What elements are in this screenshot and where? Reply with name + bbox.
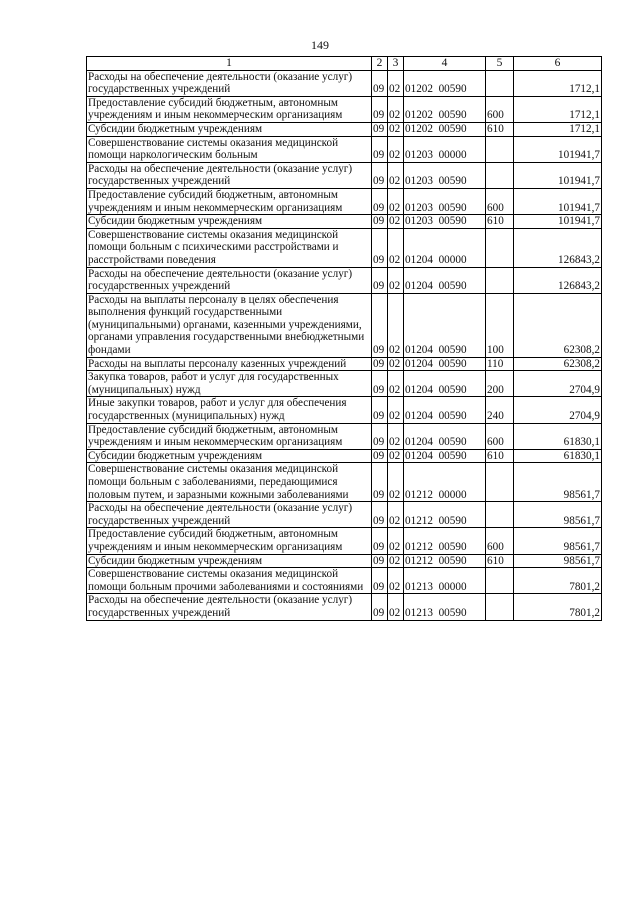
row-target-article: 01213 00000 xyxy=(404,568,486,594)
row-section: 09 xyxy=(372,162,388,188)
table-row xyxy=(87,188,602,214)
row-name: Совершенствование системы оказания медицинской помощи больным с заболеваниями, передающимися половым путем, и заразными кожными заболеваниями xyxy=(87,463,372,502)
row-expense-type: 600 xyxy=(486,96,514,122)
row-section: 09 xyxy=(372,502,388,528)
row-subsection: 02 xyxy=(388,70,404,96)
row-subsection: 02 xyxy=(388,568,404,594)
row-subsection: 02 xyxy=(388,371,404,397)
row-name: Расходы на обеспечение деятельности (оказание услуг) государственных учреждений xyxy=(87,267,372,293)
row-expense-type xyxy=(486,267,514,293)
row-subsection: 02 xyxy=(388,162,404,188)
row-section: 09 xyxy=(372,96,388,122)
table-row xyxy=(87,502,602,528)
row-expense-type xyxy=(486,162,514,188)
row-expense-type xyxy=(486,502,514,528)
header-col-1: 1 xyxy=(87,57,372,71)
row-target-article: 01202 00590 xyxy=(404,122,486,136)
table-row xyxy=(87,449,602,463)
row-amount: 1712,1 xyxy=(514,96,602,122)
row-target-article: 01212 00590 xyxy=(404,502,486,528)
row-subsection: 02 xyxy=(388,136,404,162)
row-name: Совершенствование системы оказания медицинской помощи наркологическим больным xyxy=(87,136,372,162)
row-target-article: 01203 00000 xyxy=(404,136,486,162)
row-expense-type: 600 xyxy=(486,423,514,449)
row-expense-type: 110 xyxy=(486,357,514,371)
row-section: 09 xyxy=(372,228,388,267)
row-name: Расходы на выплаты персоналу казенных учреждений xyxy=(87,357,372,371)
table-row xyxy=(87,594,602,620)
row-target-article: 01212 00590 xyxy=(404,554,486,568)
row-name: Субсидии бюджетным учреждениям xyxy=(87,554,372,568)
row-section: 09 xyxy=(372,528,388,554)
row-name: Предоставление субсидий бюджетным, автономным учреждениям и иным некоммерческим организациям xyxy=(87,188,372,214)
row-subsection: 02 xyxy=(388,215,404,229)
row-amount: 2704,9 xyxy=(514,397,602,423)
table-row xyxy=(87,228,602,267)
row-amount: 2704,9 xyxy=(514,371,602,397)
row-subsection: 02 xyxy=(388,594,404,620)
row-target-article: 01204 00590 xyxy=(404,449,486,463)
row-target-article: 01204 00590 xyxy=(404,397,486,423)
row-amount: 7801,2 xyxy=(514,594,602,620)
row-name: Иные закупки товаров, работ и услуг для обеспечения государственных (муниципальных) нужд xyxy=(87,397,372,423)
row-target-article: 01204 00590 xyxy=(404,357,486,371)
table-row xyxy=(87,162,602,188)
row-expense-type xyxy=(486,463,514,502)
row-expense-type xyxy=(486,228,514,267)
row-section: 09 xyxy=(372,188,388,214)
row-subsection: 02 xyxy=(388,228,404,267)
row-target-article: 01202 00590 xyxy=(404,96,486,122)
table-row xyxy=(87,423,602,449)
table-row xyxy=(87,568,602,594)
row-name: Расходы на обеспечение деятельности (оказание услуг) государственных учреждений xyxy=(87,594,372,620)
row-target-article: 01202 00590 xyxy=(404,70,486,96)
table-row xyxy=(87,397,602,423)
row-amount: 62308,2 xyxy=(514,357,602,371)
row-section: 09 xyxy=(372,568,388,594)
row-name: Предоставление субсидий бюджетным, автономным учреждениям и иным некоммерческим организациям xyxy=(87,96,372,122)
table-row xyxy=(87,528,602,554)
row-name: Субсидии бюджетным учреждениям xyxy=(87,122,372,136)
row-name: Расходы на обеспечение деятельности (оказание услуг) государственных учреждений xyxy=(87,162,372,188)
row-section: 09 xyxy=(372,449,388,463)
row-amount: 98561,7 xyxy=(514,528,602,554)
row-section: 09 xyxy=(372,371,388,397)
table-row xyxy=(87,96,602,122)
row-target-article: 01212 00000 xyxy=(404,463,486,502)
table-row xyxy=(87,70,602,96)
row-section: 09 xyxy=(372,357,388,371)
row-target-article: 01204 00590 xyxy=(404,267,486,293)
row-section: 09 xyxy=(372,463,388,502)
header-col-5: 5 xyxy=(486,57,514,71)
row-name: Субсидии бюджетным учреждениям xyxy=(87,215,372,229)
row-target-article: 01213 00590 xyxy=(404,594,486,620)
row-section: 09 xyxy=(372,122,388,136)
row-section: 09 xyxy=(372,594,388,620)
row-section: 09 xyxy=(372,293,388,357)
table-row xyxy=(87,215,602,229)
row-expense-type xyxy=(486,70,514,96)
row-subsection: 02 xyxy=(388,528,404,554)
row-name: Закупка товаров, работ и услуг для государственных (муниципальных) нужд xyxy=(87,371,372,397)
row-name: Расходы на выплаты персоналу в целях обеспечения выполнения функций государственными (муниципальными) органами, казенными учреждениями, органами управления государственными внебюджетными фондами xyxy=(87,293,372,357)
row-section: 09 xyxy=(372,215,388,229)
row-amount: 61830,1 xyxy=(514,423,602,449)
row-name: Предоставление субсидий бюджетным, автономным учреждениям и иным некоммерческим организациям xyxy=(87,528,372,554)
table-header-row xyxy=(87,57,602,71)
row-section: 09 xyxy=(372,267,388,293)
row-section: 09 xyxy=(372,423,388,449)
row-amount: 98561,7 xyxy=(514,463,602,502)
table-row xyxy=(87,357,602,371)
row-target-article: 01204 00000 xyxy=(404,228,486,267)
row-expense-type: 610 xyxy=(486,215,514,229)
row-amount: 98561,7 xyxy=(514,502,602,528)
row-section: 09 xyxy=(372,136,388,162)
row-subsection: 02 xyxy=(388,449,404,463)
row-expense-type: 610 xyxy=(486,554,514,568)
row-subsection: 02 xyxy=(388,423,404,449)
row-subsection: 02 xyxy=(388,502,404,528)
row-target-article: 01204 00590 xyxy=(404,371,486,397)
row-expense-type xyxy=(486,136,514,162)
row-expense-type: 100 xyxy=(486,293,514,357)
row-expense-type xyxy=(486,568,514,594)
table-row xyxy=(87,293,602,357)
row-target-article: 01212 00590 xyxy=(404,528,486,554)
row-name: Расходы на обеспечение деятельности (оказание услуг) государственных учреждений xyxy=(87,70,372,96)
row-expense-type: 200 xyxy=(486,371,514,397)
page-number: 149 xyxy=(311,38,329,52)
row-amount: 101941,7 xyxy=(514,162,602,188)
header-col-6: 6 xyxy=(514,57,602,71)
row-subsection: 02 xyxy=(388,96,404,122)
row-amount: 1712,1 xyxy=(514,122,602,136)
row-expense-type xyxy=(486,594,514,620)
row-name: Субсидии бюджетным учреждениям xyxy=(87,449,372,463)
row-target-article: 01204 00590 xyxy=(404,293,486,357)
budget-table xyxy=(86,56,602,621)
row-subsection: 02 xyxy=(388,122,404,136)
table-row xyxy=(87,554,602,568)
row-amount: 61830,1 xyxy=(514,449,602,463)
row-expense-type: 240 xyxy=(486,397,514,423)
row-name: Совершенствование системы оказания медицинской помощи больным с психическими расстройствами и расстройствами поведения xyxy=(87,228,372,267)
row-subsection: 02 xyxy=(388,357,404,371)
row-target-article: 01203 00590 xyxy=(404,188,486,214)
header-col-2: 2 xyxy=(372,57,388,71)
row-section: 09 xyxy=(372,554,388,568)
row-subsection: 02 xyxy=(388,463,404,502)
table-row xyxy=(87,136,602,162)
row-amount: 101941,7 xyxy=(514,188,602,214)
header-col-4: 4 xyxy=(404,57,486,71)
row-amount: 7801,2 xyxy=(514,568,602,594)
header-col-3: 3 xyxy=(388,57,404,71)
row-section: 09 xyxy=(372,397,388,423)
row-name: Расходы на обеспечение деятельности (оказание услуг) государственных учреждений xyxy=(87,502,372,528)
row-amount: 98561,7 xyxy=(514,554,602,568)
table-row xyxy=(87,122,602,136)
row-name: Предоставление субсидий бюджетным, автономным учреждениям и иным некоммерческим организациям xyxy=(87,423,372,449)
table-row xyxy=(87,463,602,502)
row-expense-type: 610 xyxy=(486,449,514,463)
row-subsection: 02 xyxy=(388,188,404,214)
row-amount: 101941,7 xyxy=(514,136,602,162)
row-amount: 62308,2 xyxy=(514,293,602,357)
row-subsection: 02 xyxy=(388,267,404,293)
table-row xyxy=(87,267,602,293)
row-amount: 126843,2 xyxy=(514,267,602,293)
row-subsection: 02 xyxy=(388,397,404,423)
table-row xyxy=(87,371,602,397)
row-target-article: 01203 00590 xyxy=(404,215,486,229)
row-subsection: 02 xyxy=(388,554,404,568)
row-expense-type: 610 xyxy=(486,122,514,136)
row-amount: 101941,7 xyxy=(514,215,602,229)
row-section: 09 xyxy=(372,70,388,96)
row-name: Совершенствование системы оказания медицинской помощи больным прочими заболеваниями и состояниями xyxy=(87,568,372,594)
row-target-article: 01203 00590 xyxy=(404,162,486,188)
row-subsection: 02 xyxy=(388,293,404,357)
row-amount: 1712,1 xyxy=(514,70,602,96)
row-expense-type: 600 xyxy=(486,188,514,214)
row-target-article: 01204 00590 xyxy=(404,423,486,449)
row-amount: 126843,2 xyxy=(514,228,602,267)
row-expense-type: 600 xyxy=(486,528,514,554)
